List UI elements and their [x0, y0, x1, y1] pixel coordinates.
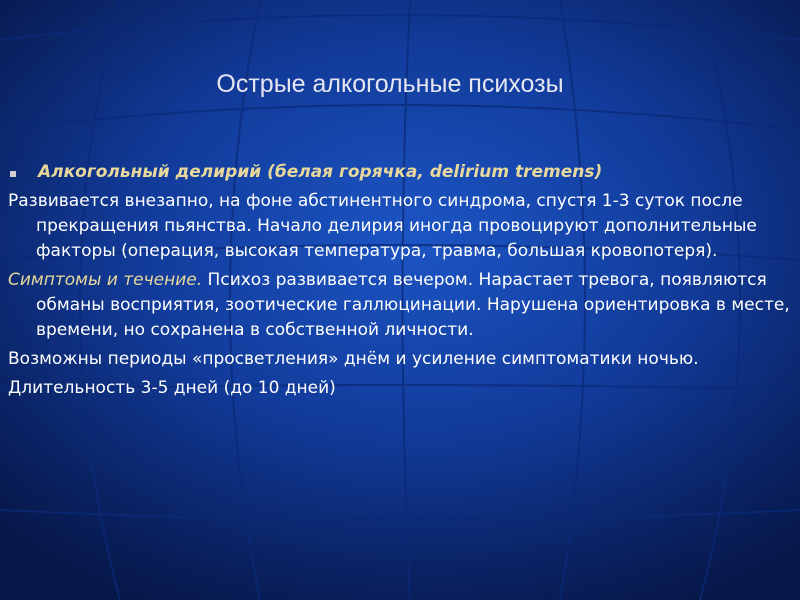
symptoms-label: Симптомы и течение.	[8, 270, 203, 290]
paragraph-onset: Развивается внезапно, на фоне абстинентного синдрома, спустя 1-3 суток после прекращения пьянства. Начало делирия иногда провоцируют дополнительные факторы (операция, высокая температура, травма, большая кровопотеря).	[8, 191, 757, 261]
paragraph-symptoms	[8, 268, 793, 343]
bullet-heading	[8, 160, 793, 185]
paragraph-duration: Длительность 3-5 дней (до 10 дней)	[8, 378, 336, 398]
heading-text: Алкогольный делирий (белая горячка, delirium tremens)	[38, 162, 603, 182]
square-bullet-icon	[10, 171, 16, 177]
slide-content	[8, 160, 793, 405]
symptoms-text: Психоз развивается вечером. Нарастает тревога, появляются обманы восприятия, зоотические галлюцинации. Нарушена ориентировка в месте, времени, но сохранена в собственной личности.	[36, 270, 790, 340]
paragraph-periods: Возможны периоды «просветления» днём и усиление симптоматики ночью.	[8, 349, 699, 369]
slide-title-text: Острые алкогольные психозы	[216, 70, 564, 98]
slide-title	[0, 70, 800, 99]
